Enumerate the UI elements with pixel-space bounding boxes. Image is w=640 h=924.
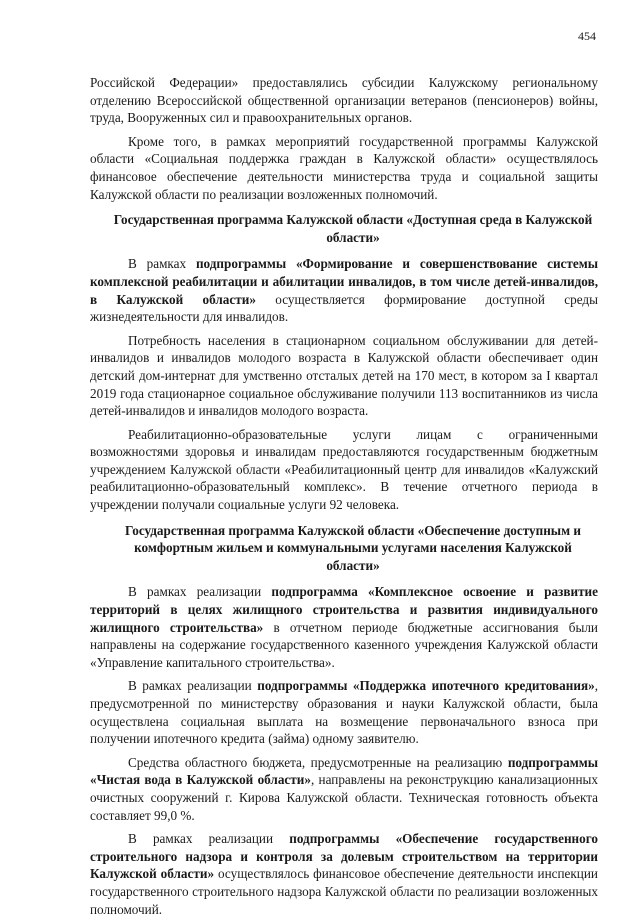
subprogram-name: подпрограммы «Обеспечение государственного строительного надзора и контроля за долевым строительством на территории Калужской области» <box>90 831 598 882</box>
paragraph-territory-development <box>90 583 598 671</box>
paragraph-mortgage-support <box>90 677 598 747</box>
document-body <box>90 74 598 924</box>
text-run: осуществлялось финансовое обеспечение деятельности инспекции государственного строительного надзора Калужской области по реализации возложенных полномочий. <box>90 866 598 917</box>
text-run: В рамках реализации <box>128 678 258 694</box>
text-run: В рамках реализации <box>128 831 290 847</box>
page-number: 454 <box>578 29 596 43</box>
subprogram-name: подпрограмма «Комплексное освоение и развитие территорий в целях жилищного строительства и развития индивидуального жилищного строительства» <box>90 584 598 635</box>
paragraph-inpatient-service: Потребность населения в стационарном социальном обслуживании для детей-инвалидов и инвалидов молодого возраста в Калужской области обеспечивает один детский дом-интернат для умственно отсталых детей на 170 мест, в котором за I квартал 2019 года стационарное социальное обслуживание получили 113 воспитанников из числа детей-инвалидов и инвалидов молодого возраста. <box>90 332 598 419</box>
section-heading-housing: Государственная программа Калужской области «Обеспечение доступным и комфортным жильем и коммунальными услугами населения Калужской области» <box>125 522 581 573</box>
paragraph-social-support: Кроме того, в рамках мероприятий государственной программы Калужской области «Социальная поддержка граждан в Калужской области» осуществлялось финансовое обеспечение деятельности министерства труда и социальной защиты Калужской области по реализации возложенных полномочий. <box>90 133 598 202</box>
subprogram-name: подпрограммы «Чистая вода в Калужской области» <box>90 754 598 788</box>
text-run: Средства областного бюджета, предусмотренные на реализацию <box>128 754 508 770</box>
subprogram-name: подпрограммы «Поддержка ипотечного кредитования» <box>257 678 595 694</box>
paragraph-continuation: Российской Федерации» предоставлялись субсидии Калужскому региональному отделению Всероссийской общественной организации ветеранов (пенсионеров) войны, труда, Вооруженных сил и правоохранительных органов. <box>90 75 598 126</box>
text-run: В рамках реализации <box>128 584 272 600</box>
subprogram-name: подпрограммы «Формирование и совершенствование системы комплексной реабилитации и абилитации инвалидов, в том числе детей-инвалидов, в Калужской области» <box>90 256 599 307</box>
text-run: в отчетном периоде бюджетные ассигнования были направлены на содержание государственного казенного учреждения Калужской области «Управление капитального строительства». <box>90 619 598 670</box>
section-heading-accessible-environment: Государственная программа Калужской области «Доступная среда в Калужской области» <box>113 212 593 245</box>
text-run: , направлены на реконструкцию канализационных очистных сооружений г. Кирова Калужской области. Техническая готовность объекта составляет 99,0 %. <box>90 772 599 823</box>
paragraph-clean-water <box>90 754 598 824</box>
paragraph-rehabilitation-subprogram <box>90 255 598 325</box>
text-run: , предусмотренной по министерству образования и науки Калужской области, была осуществлена социальная выплата на возмещение первоначального взноса при получении ипотечного кредита (займа) одному заявителю. <box>90 678 598 747</box>
paragraph-rehab-education: Реабилитационно-образовательные услуги лицам с ограниченными возможностями здоровья и инвалидам предоставляются государственным бюджетным учреждением Калужской области «Реабилитационный центр для инвалидов «Калужский реабилитационно-образовательный комплекс». В течение отчетного периода в учреждении получали социальные услуги 92 человека. <box>90 426 598 513</box>
text-run: осуществляется формирование доступной среды жизнедеятельности для инвалидов. <box>90 291 598 325</box>
text-run: В рамках <box>128 256 196 272</box>
